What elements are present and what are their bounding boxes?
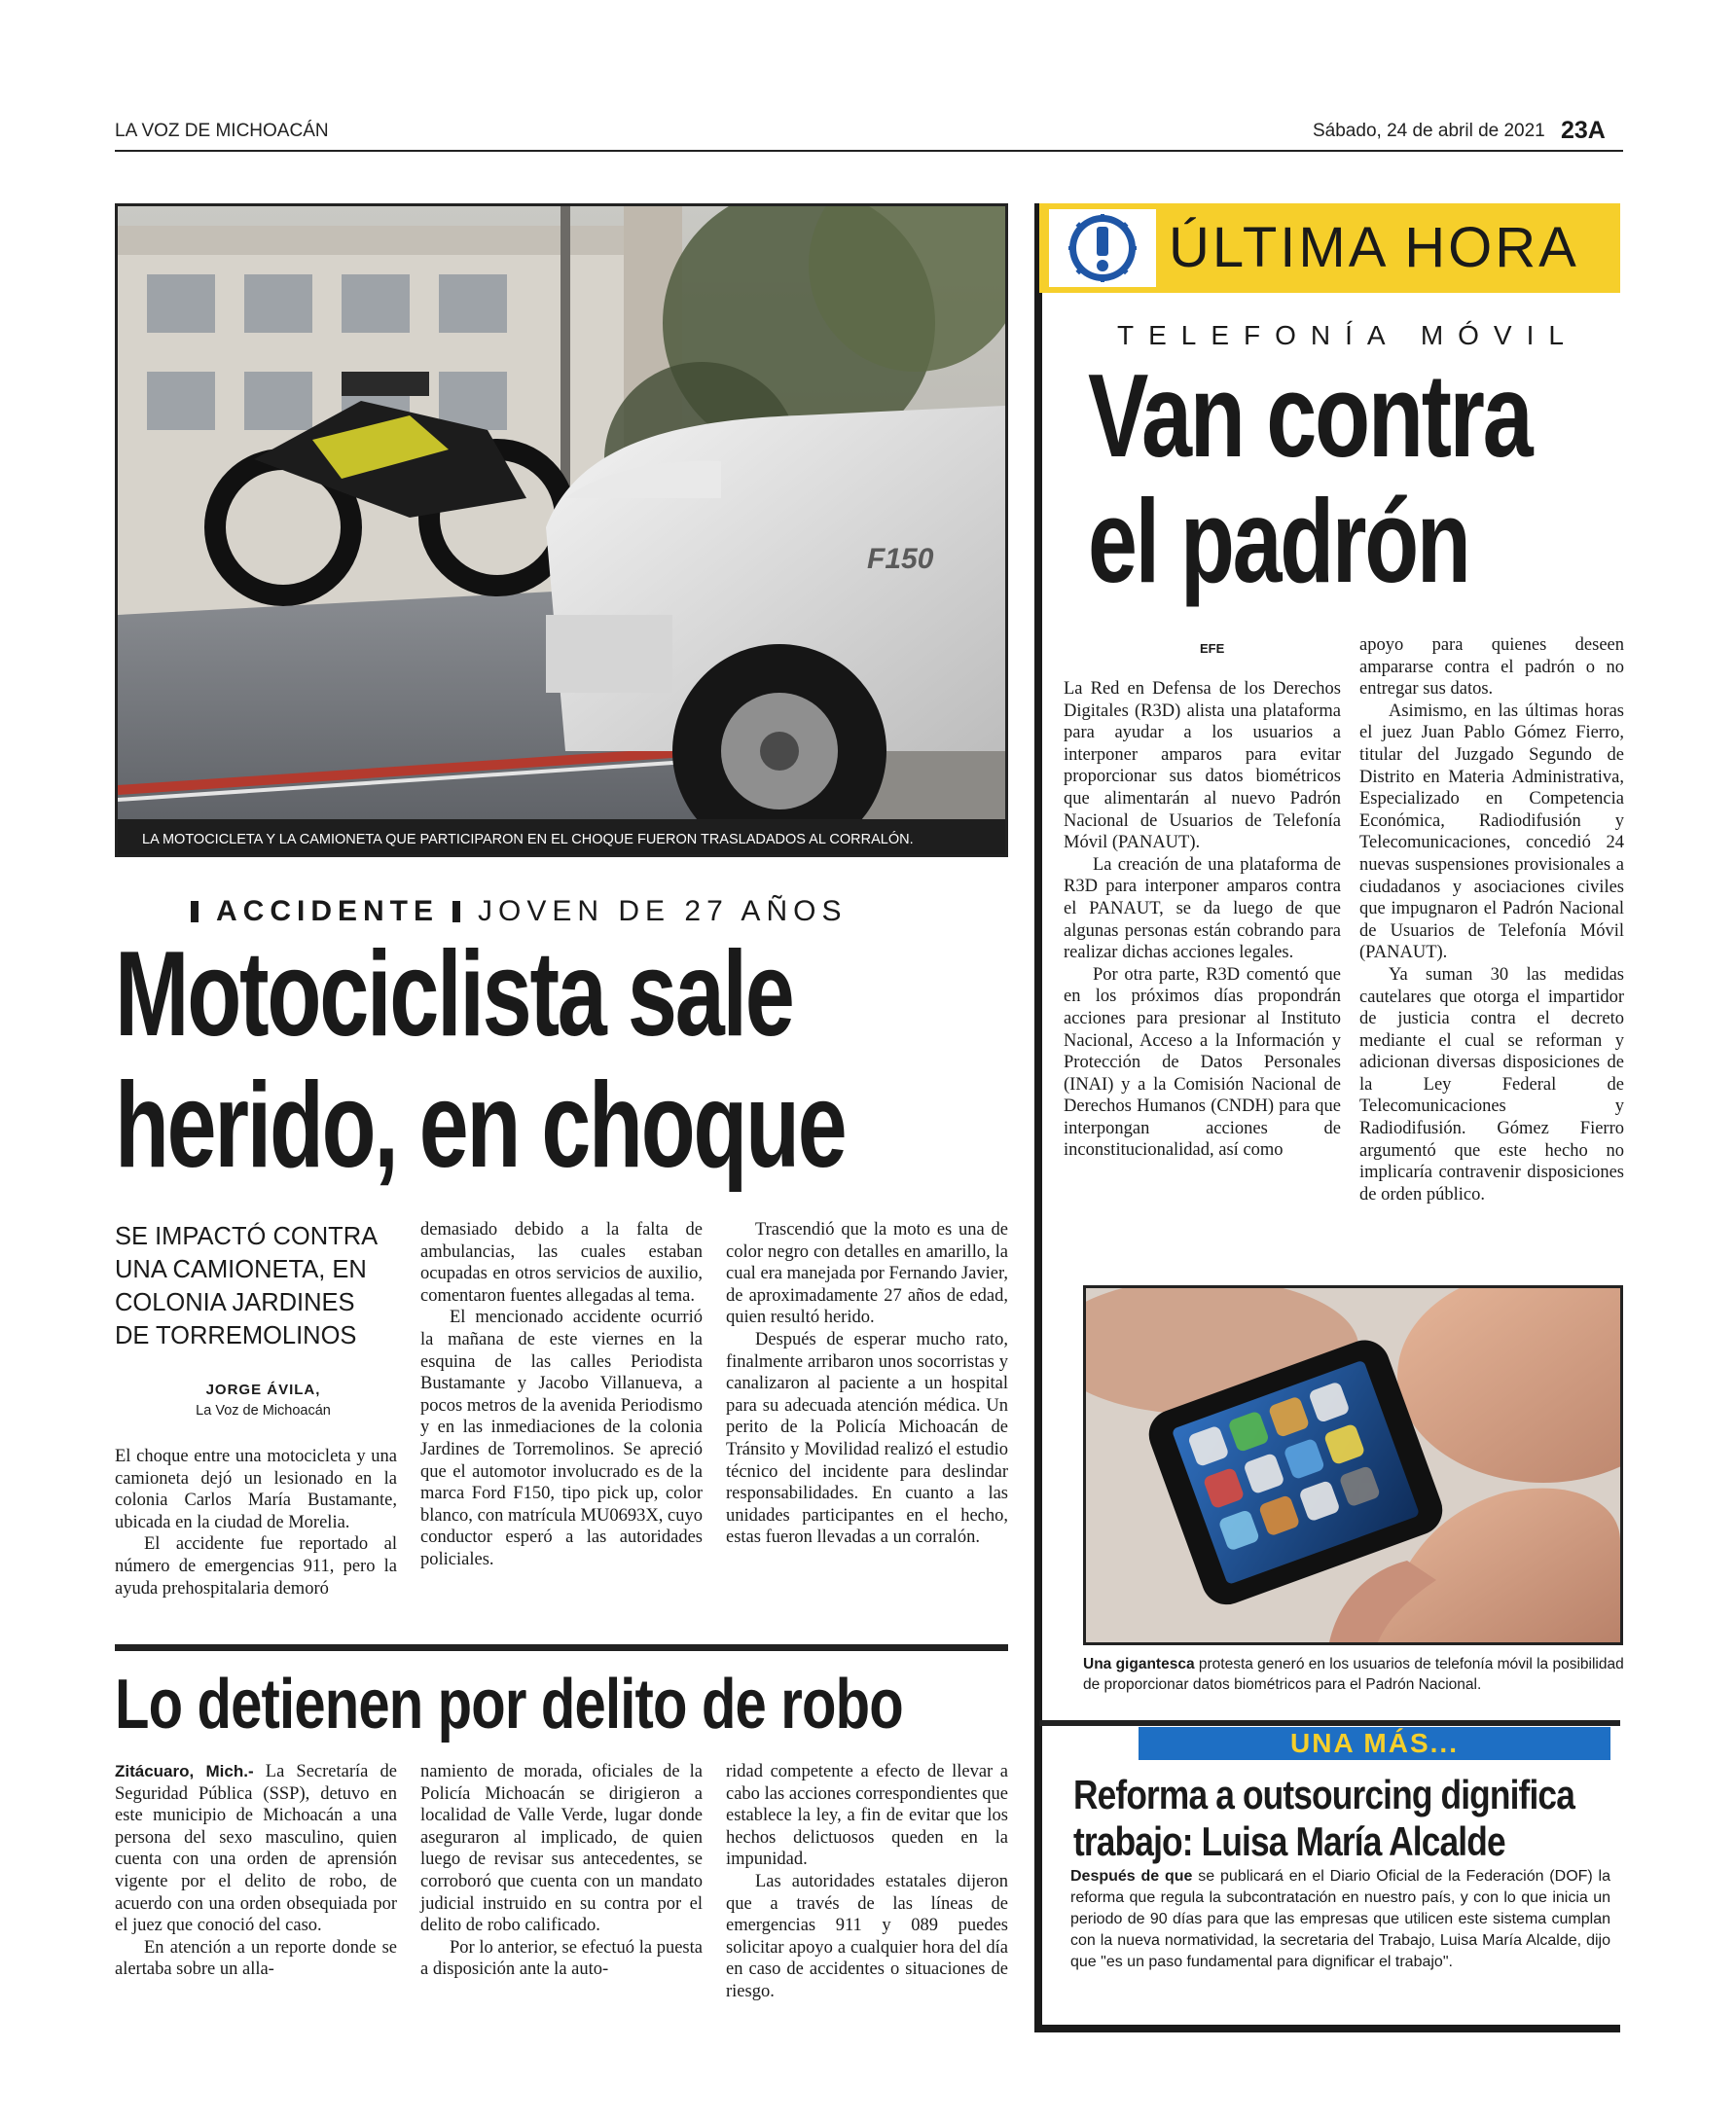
paragraph: Por lo anterior, se efectuó la puesta a disposición ante la auto- (420, 1937, 703, 1980)
accident-photo-caption: LA MOTOCICLETA Y LA CAMIONETA QUE PARTICIPARON EN EL CHOQUE FUERON TRASLADADOS AL CORRALÓN. (138, 830, 1002, 849)
brief-text (1070, 1866, 1610, 1973)
brief-lead: Después de que (1070, 1868, 1193, 1885)
byline-name: JORGE ÁVILA, (205, 1382, 321, 1398)
ultima-hora-logo (1049, 209, 1156, 287)
accident-col2 (420, 1219, 703, 1571)
robbery-col2 (420, 1761, 703, 1981)
paragraph: ridad competente a efecto de llevar a cabo las acciones correspondientes que establece la ley, a fin de evitar que los hechos delictuosos queden en la impunidad. (726, 1762, 1008, 1870)
robbery-dateline: Zitácuaro, Mich.- (115, 1762, 254, 1780)
una-mas-rule (1039, 1720, 1620, 1726)
brief-body: se publicará en el Diario Oficial de la Federación (DOF) la reforma que regula la subcontratación en nuestro país, y con lo que inicia un periodo de 90 días para que las empresas que utilicen este sistema cumplan con la nueva normatividad, la secretaria del Trabajo, Luisa María Alcalde, dijo que "es un paso fundamental para dignificar el trabajo". (1070, 1868, 1611, 1970)
accident-photo (115, 203, 1008, 857)
phone-photo (1083, 1285, 1623, 1645)
accident-kicker (191, 895, 847, 928)
kicker-bar-icon (452, 901, 460, 922)
byline-outlet: La Voz de Michoacán (196, 1403, 331, 1419)
robbery-top-rule (115, 1644, 1008, 1651)
padron-headline-line1: Van contra (1088, 349, 1532, 482)
paragraph: La Red en Defensa de los Derechos Digitales (R3D) alista una plataforma para ayudar a los usuarios a interponer amparos para evitar proporcionar sus datos biométricos que alimentarán al nuevo Padrón Nacional de Usuarios de Telefonía Móvil (PANAUT). (1064, 679, 1341, 853)
caption-text: protesta generó en los usuarios de telefonía móvil la posibilidad de proporcionar datos biométricos para el Padrón Nacional. (1083, 1656, 1624, 1693)
paragraph: La creación de una plataforma de R3D para interponer amparos contra el PANAUT, se da luego de que algunas personas están cobrando para realizar dichas acciones legales. (1064, 854, 1341, 963)
robbery-headline: Lo detienen por delito de robo (115, 1666, 903, 1744)
page-number: 23A (1561, 117, 1606, 144)
paragraph: El accidente fue reportado al número de emergencias 911, pero la ayuda prehospitalaria demoró (115, 1534, 397, 1599)
paragraph: namiento de morada, oficiales de la Policía Michoacán se dirigieron a localidad de Valle Verde, lugar donde aseguraron al implicado, de quien luego de revisar sus antecedentes, se corroboró que cuenta con un mandato judicial instruido en su contra por el delito de robo calificado. (420, 1762, 703, 1936)
accident-headline-line1: Motociclista sale (115, 927, 793, 1061)
paragraph: El choque entre una motocicleta y una camioneta dejó un lesionado en la colonia Carlos María Bustamante, ubicada en la ciudad de Morelia. (115, 1447, 397, 1532)
paragraph: Ya suman 30 las medidas cautelares que otorga el impartidor de justicia contra el decreto mediante el cual se reforman y adicionan diversas disposiciones de la Ley Federal de Telecomunicaciones y Radiodifusión. Gómez Fierro argumentó que este hecho no implicaría contravenir disposiciones de orden público. (1359, 964, 1624, 1204)
kicker-section: ACCIDENTE (216, 895, 440, 927)
truck-badge: F150 (867, 543, 934, 575)
padron-headline-line2: el padrón (1088, 475, 1469, 607)
padron-source: EFE (1200, 641, 1225, 656)
una-mas-label: UNA MÁS... (1290, 1728, 1459, 1758)
deck-line: UNA CAMIONETA, EN (115, 1256, 367, 1283)
brief-headline-line1: Reforma a outsourcing dignifica (1073, 1772, 1574, 1817)
ultima-hora-label: ÚLTIMA HORA (1169, 216, 1579, 279)
paragraph: Las autoridades estatales dijeron que a través de las líneas de emergencias 911 y 089 puedes solicitar apoyo a cualquier hora del día en caso de accidentes o situaciones de riesgo. (726, 1871, 1008, 2001)
deck-line: SE IMPACTÓ CONTRA (115, 1223, 379, 1250)
una-mas-banner (1139, 1727, 1610, 1760)
paragraph: apoyo para quienes deseen ampararse contra el padrón o no entregar sus datos. (1359, 635, 1624, 700)
deck-line: COLONIA JARDINES (115, 1289, 355, 1316)
paragraph: Después de esperar mucho rato, finalmente arribaron unos socorristas y canalizaron al paciente a un hospital para su adecuada atención médica. Un perito de la Policía Michoacán de Tránsito y Movilidad realizó el estudio técnico del incidente para deslindar responsabilidades. En cuanto a las unidades participantes en el hecho, estas fueron llevadas a un corralón. (726, 1329, 1008, 1548)
header-rule (115, 150, 1623, 152)
padron-col2 (1359, 634, 1624, 1205)
robbery-col1 (115, 1761, 397, 1981)
clock-exclamation-icon (1049, 209, 1156, 287)
paragraph-text: La Secretaría de Seguridad Pública (SSP), detuvo en este municipio de Michoacán a una persona del sexo masculino, quien cuenta con una orden de aprensión vigente por el delito de robo, de acuerdo con una orden obsequiada por el juez que conoció del caso. (115, 1762, 397, 1936)
byline (115, 1382, 412, 1419)
kicker-topic: JOVEN DE 27 AÑOS (478, 895, 848, 927)
caption-lead: Una gigantesca (1083, 1656, 1195, 1672)
accident-headline-line2: herido, en choque (115, 1059, 846, 1193)
accident-deck (115, 1220, 407, 1352)
issue-date: Sábado, 24 de abril de 2021 (1313, 121, 1545, 141)
accident-col1 (115, 1446, 397, 1600)
paragraph: Por otra parte, R3D comentó que en los próximos días propondrán acciones para presionar al Instituto Nacional, Acceso a la Información y Protección de Datos Personales (INAI) y a la Comisión Nacional de Derechos Humanos (CNDH) para que interpongan acciones de inconstitucionalidad, así como (1064, 964, 1341, 1161)
phone-photo-caption (1083, 1654, 1628, 1695)
brief-headline-line2: trabajo: Luisa María Alcalde (1073, 1818, 1505, 1864)
robbery-col3 (726, 1761, 1008, 2003)
paragraph (115, 1761, 397, 1937)
paragraph: Trascendió que la moto es una de color negro con detalles en amarillo, la cual era manejada por Fernando Javier, de aproximadamente 27 años de edad, quien resultó herido. (726, 1220, 1008, 1328)
paragraph: demasiado debido a la falta de ambulancias, las cuales estaban ocupadas en otros servicios de auxilio, comentaron fuentes allegadas al tema. (420, 1220, 703, 1306)
ultima-hora-banner (1039, 203, 1620, 293)
deck-line: DE TORREMOLINOS (115, 1322, 357, 1349)
publication-name: LA VOZ DE MICHOACÁN (115, 121, 329, 141)
kicker-bar-icon (191, 901, 199, 922)
paragraph: Asimismo, en las últimas horas el juez Juan Pablo Gómez Fierro, titular del Juzgado Segundo de Distrito en Materia Administrativa, Especializado en Competencia Económica, Radiodifusión y Telecomunicaciones, concedió 24 nuevas suspensiones provisionales a ciudadanos y asociaciones civiles que impugnaron el Padrón Nacional de Usuarios de Telefonía Móvil (PANAUT). (1359, 701, 1624, 963)
telefonia-kicker: TELEFONÍA MÓVIL (1117, 320, 1578, 350)
paragraph: En atención a un reporte donde se alertaba sobre un alla- (115, 1937, 397, 1980)
padron-col1 (1064, 678, 1341, 1162)
paragraph: El mencionado accidente ocurrió la mañana de este viernes en la esquina de las calles Periodista Bustamante y Jacobo Villanueva, a pocos metros de la avenida Periodismo y en las inmediaciones de la colonia Jardines de Torremolinos. Se apreció que el automotor involucrado es de la marca Ford F150, tipo pick up, color blanco, con matrícula MU0693X, cuyo conductor esperó a las autoridades policiales. (420, 1308, 703, 1569)
accident-col3 (726, 1219, 1008, 1549)
